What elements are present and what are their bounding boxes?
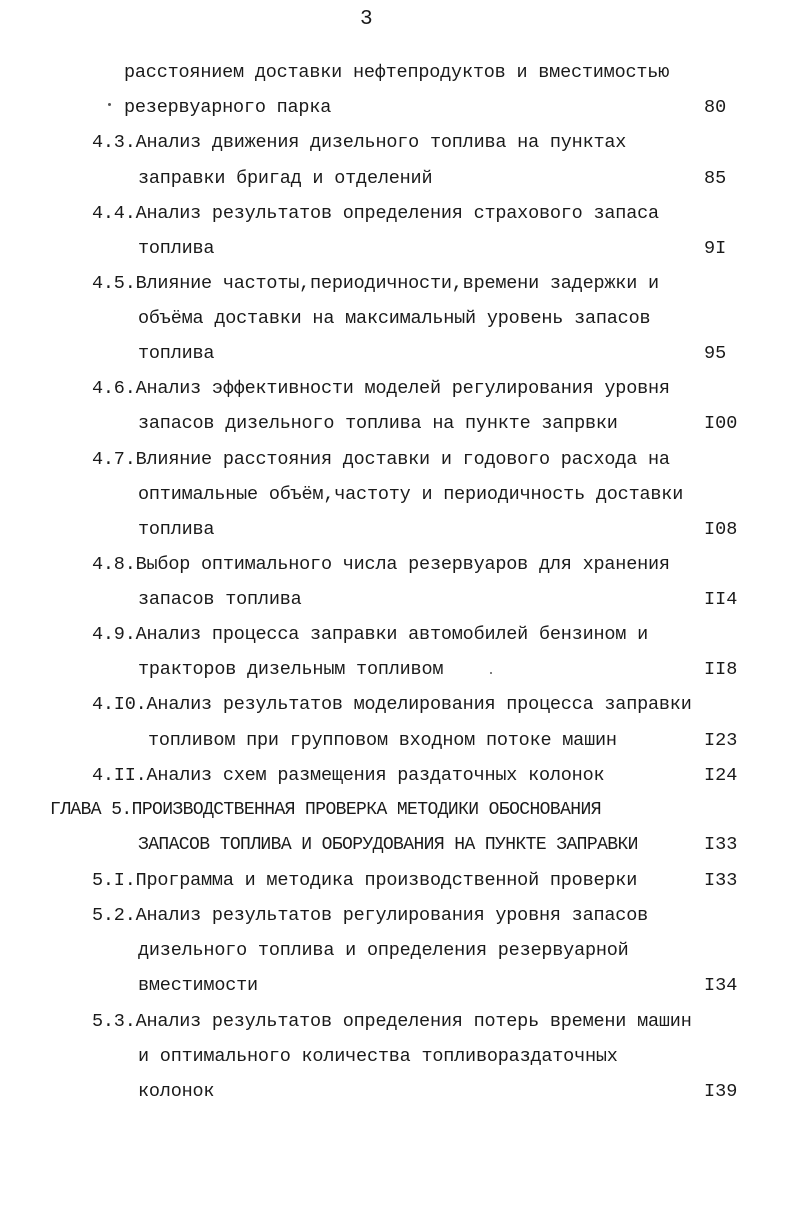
toc-entry-5-2: 5.2.Анализ результатов регулирования уровня запасов: [92, 905, 648, 926]
toc-line: заправки бригад и отделений: [138, 168, 433, 189]
scan-speck: [490, 672, 492, 674]
toc-page: 85: [704, 168, 727, 189]
toc-line: топливом при групповом входном потоке машин: [148, 730, 617, 751]
toc-entry-5-3: 5.3.Анализ результатов определения потерь времени машин: [92, 1011, 692, 1032]
toc-page: 95: [704, 343, 727, 364]
toc-page: 9I: [704, 238, 727, 259]
page-number: 3: [360, 8, 373, 31]
toc-line: запасов топлива: [138, 589, 302, 610]
toc-line: оптимальные объём,частоту и периодичность доставки: [138, 484, 684, 505]
toc-entry-5-1: 5.I.Программа и методика производственной проверки: [92, 870, 638, 891]
toc-page: 80: [704, 97, 727, 118]
toc-line: ЗАПАСОВ ТОПЛИВА И ОБОРУДОВАНИЯ НА ПУНКТЕ ЗАПРАВКИ: [138, 835, 638, 855]
toc-line: топлива: [138, 343, 215, 364]
toc-line: расстоянием доставки нефтепродуктов и вместимостью: [124, 62, 670, 83]
toc-entry-4-7: 4.7.Влияние расстояния доставки и годового расхода на: [92, 449, 670, 470]
toc-entry-4-8: 4.8.Выбор оптимального числа резервуаров для хранения: [92, 554, 670, 575]
toc-page: I34: [704, 975, 738, 996]
scan-speck: [108, 103, 111, 106]
toc-line: объёма доставки на максимальный уровень запасов: [138, 308, 651, 329]
toc-line: топлива: [138, 519, 215, 540]
toc-line: дизельного топлива и определения резервуарной: [138, 940, 629, 961]
toc-page: I33: [704, 834, 738, 855]
toc-page: II8: [704, 659, 738, 680]
toc-line: тракторов дизельным топливом: [138, 659, 444, 680]
toc-entry-4-3: 4.3.Анализ движения дизельного топлива на пунктах: [92, 132, 627, 153]
toc-entry-4-11: 4.II.Анализ схем размещения раздаточных колонок: [92, 765, 605, 786]
toc-line: резервуарного парка: [124, 97, 332, 118]
toc-page: I39: [704, 1081, 738, 1102]
toc-entry-4-4: 4.4.Анализ результатов определения страхового запаса: [92, 203, 659, 224]
toc-entry-4-6: 4.6.Анализ эффективности моделей регулирования уровня: [92, 378, 670, 399]
toc-line: колонок: [138, 1081, 215, 1102]
toc-entry-4-9: 4.9.Анализ процесса заправки автомобилей бензином и: [92, 624, 648, 645]
toc-line: топлива: [138, 238, 215, 259]
toc-page: I24: [704, 765, 738, 786]
toc-chapter-5: ГЛАВА 5.ПРОИЗВОДСТВЕННАЯ ПРОВЕРКА МЕТОДИКИ ОБОСНОВАНИЯ: [50, 800, 601, 820]
toc-page: I08: [704, 519, 738, 540]
toc-page: I00: [704, 413, 738, 434]
toc-page: I23: [704, 730, 738, 751]
toc-entry-4-5: 4.5.Влияние частоты,периодичности,времени задержки и: [92, 273, 659, 294]
toc-line: запасов дизельного топлива на пункте запрвки: [138, 413, 618, 434]
toc-line: и оптимального количества топливораздаточных: [138, 1046, 618, 1067]
toc-page: II4: [704, 589, 738, 610]
toc-entry-4-10: 4.I0.Анализ результатов моделирования процесса заправки: [92, 694, 692, 715]
toc-line: вместимости: [138, 975, 258, 996]
toc-page: I33: [704, 870, 738, 891]
